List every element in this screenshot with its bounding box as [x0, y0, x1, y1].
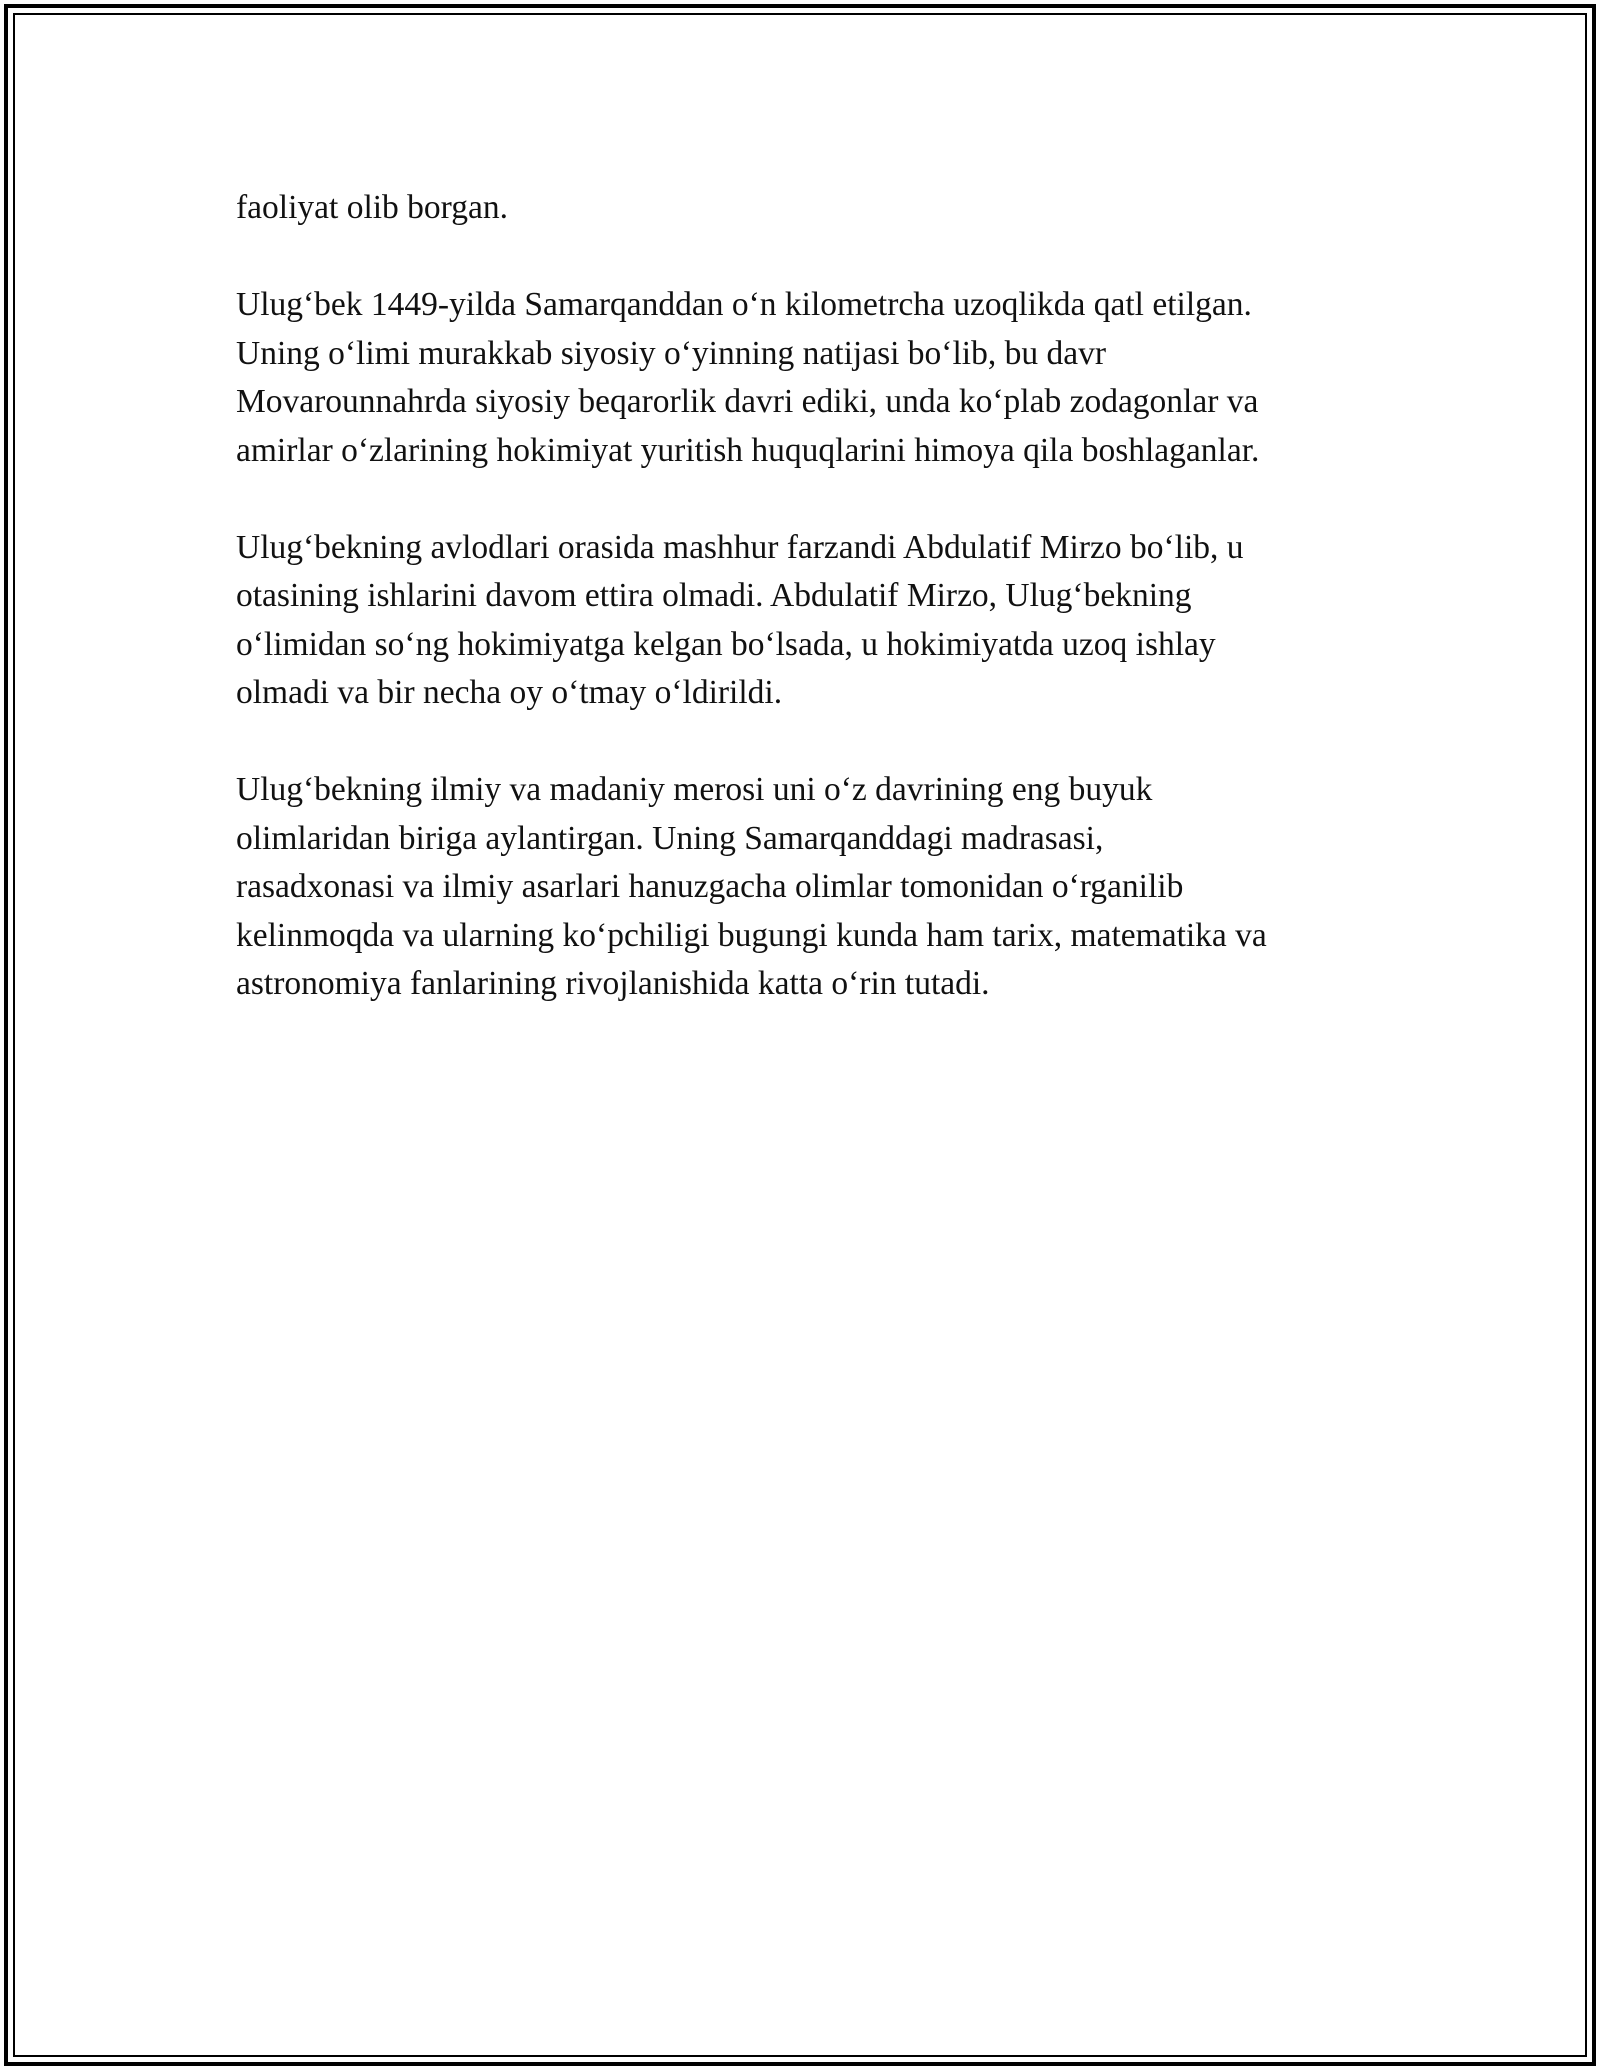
paragraph-4: Ulug‘bekning ilmiy va madaniy merosi uni o‘z davrining eng buyuk olimlaridan biriga aylantirgan. Uning Samarqanddagi madrasasi, rasadxonasi va ilmiy asarlari hanuzgacha olimlar tomonidan o‘rganilib kelinmoqda va ularning ko‘pchiligi bugungi kunda ham tarix, matematika va astronomiya fanlarining rivojlanishida katta o‘rin tutadi. — [236, 771, 1267, 1002]
paragraph-3: Ulug‘bekning avlodlari orasida mashhur farzandi Abdulatif Mirzo bo‘lib, u otasining ishlarini davom ettira olmadi. Abdulatif Mirzo, Ulug‘bekning o‘limidan so‘ng hokimiyatga kelgan bo‘lsada, u hokimiyatda uzoq ishlay olmadi va bir necha oy o‘tmay o‘ldirildi. — [236, 528, 1244, 711]
paragraph-2: Ulug‘bek 1449-yilda Samarqanddan o‘n kilometrcha uzoqlikda qatl etilgan. Uning o‘limi murakkab siyosiy o‘yinning natijasi bo‘lib, bu davr Movarounnahrda siyosiy beqarorlik davri ediki, unda ko‘plab zodagonlar va amirlar o‘zlarining hokimiyat yuritish huquqlarini himoya qila boshlaganlar. — [236, 286, 1260, 469]
document-body — [236, 184, 1396, 1057]
paragraph-1: faoliyat olib borgan. — [236, 189, 508, 226]
